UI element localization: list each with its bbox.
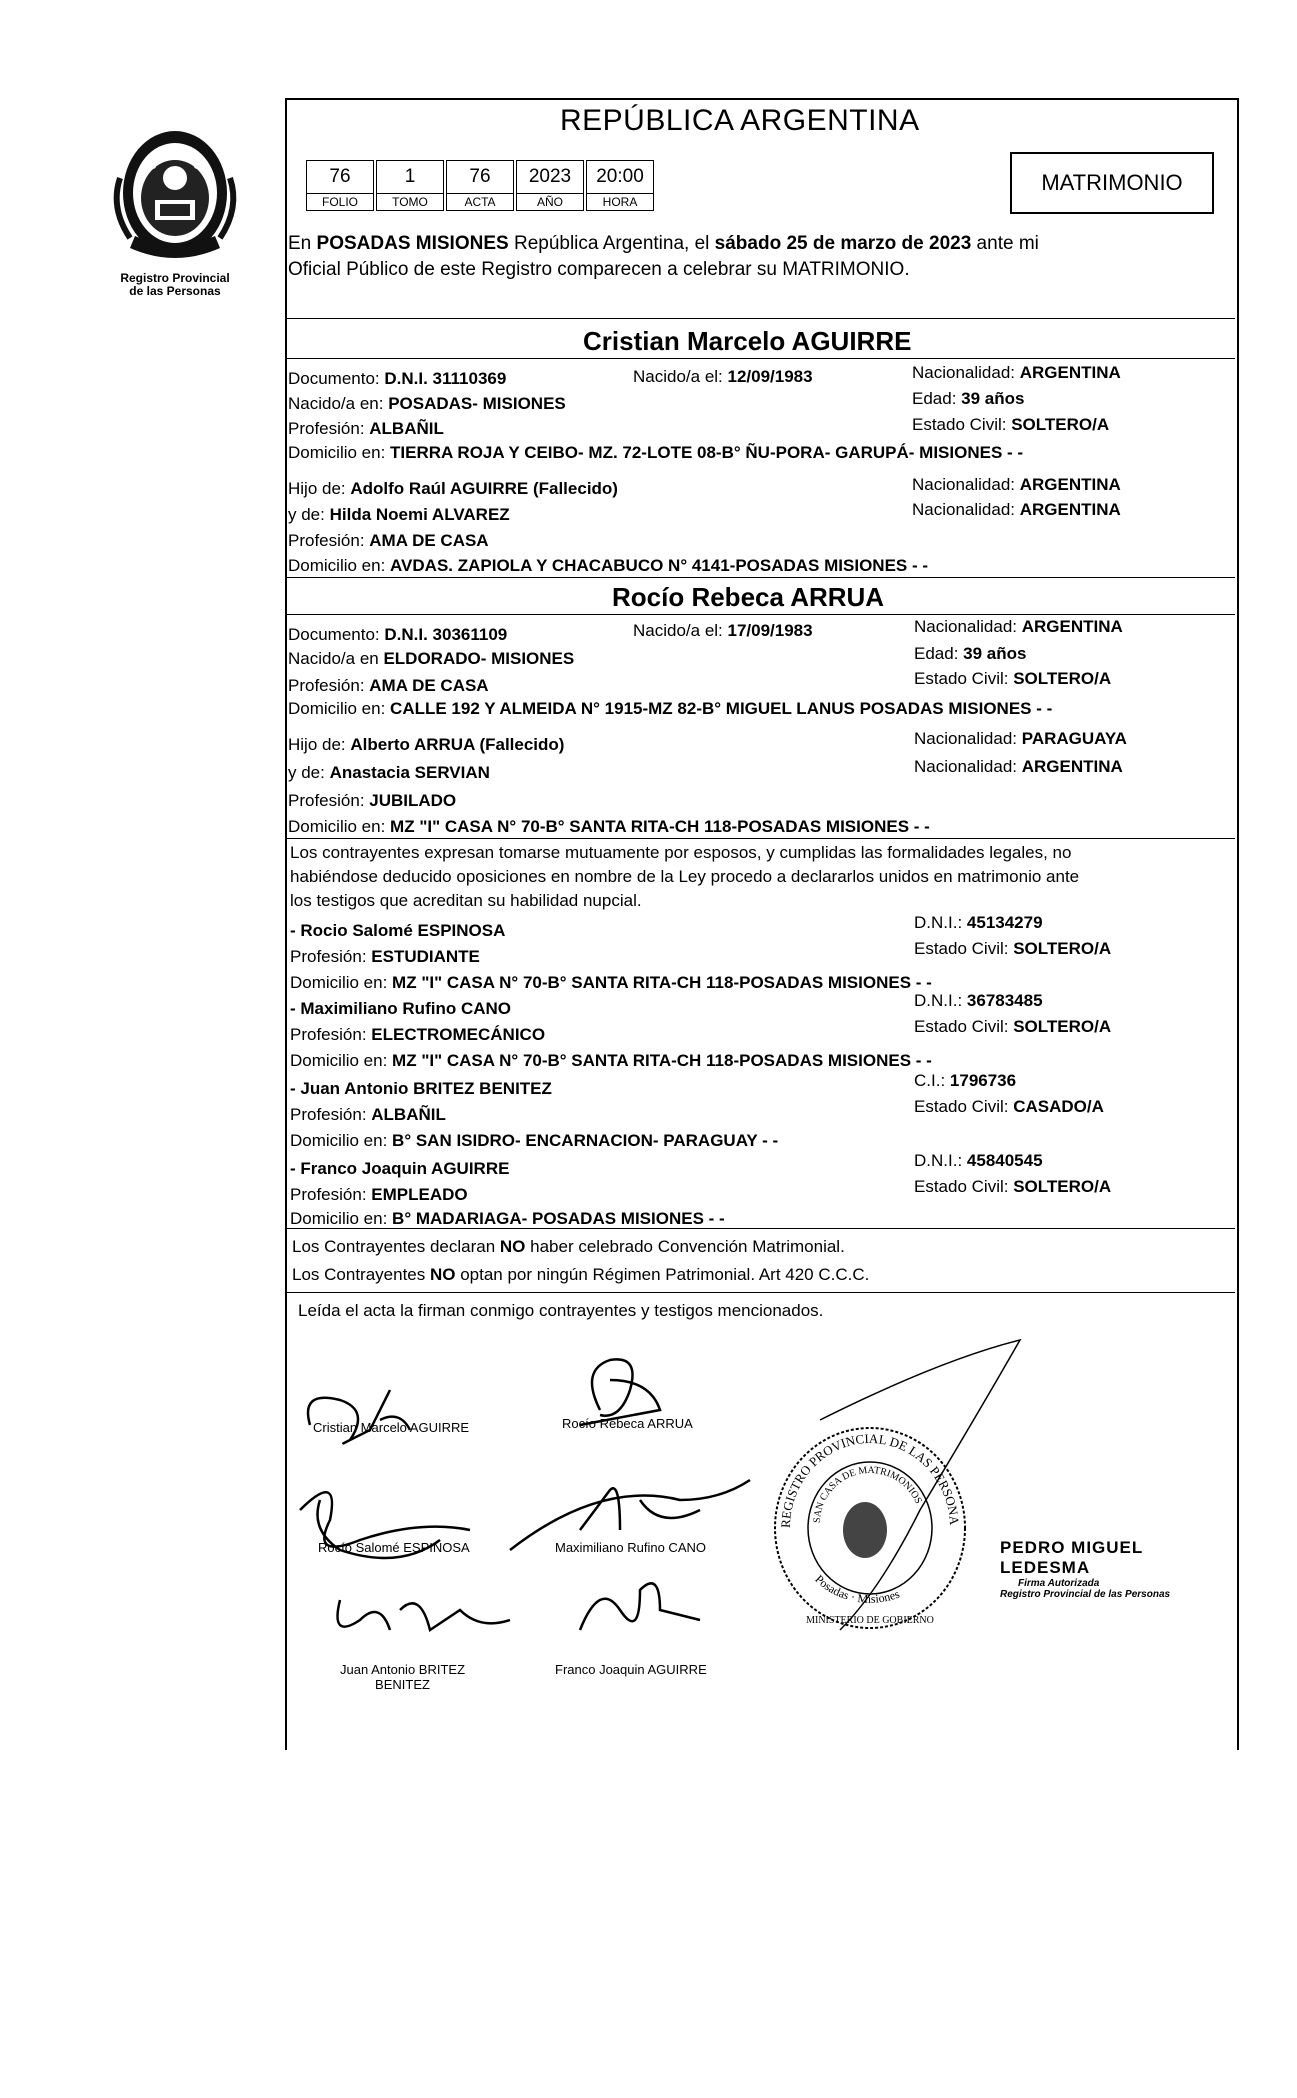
field-label: Nacido/a en — [288, 649, 384, 668]
signature-party1-scribble — [308, 1390, 410, 1443]
field-label: Estado Civil: — [914, 939, 1014, 958]
acta-label: ACTA — [447, 193, 513, 210]
field-label: Profesión: — [290, 1185, 372, 1204]
signature-caption-witness4: Franco Joaquin AGUIRRE — [555, 1662, 707, 1677]
intro-line2: Oficial Público de este Registro comparecen a celebrar su MATRIMONIO. — [288, 259, 910, 280]
field-label: Nacionalidad: — [912, 500, 1020, 519]
party1-mother-nationality — [912, 499, 1121, 521]
witness3-civil — [914, 1096, 1104, 1118]
field-value: EMPLEADO — [371, 1185, 468, 1204]
party1-father — [288, 478, 618, 500]
registry-logo — [100, 118, 250, 308]
hora-cell — [586, 160, 654, 211]
field-value: JUBILADO — [369, 791, 457, 810]
witness2-civil — [914, 1016, 1111, 1038]
party2-father — [288, 734, 564, 756]
field-value: 39 años — [961, 389, 1025, 408]
divider — [285, 1292, 1235, 1293]
tomo-label: TOMO — [377, 193, 443, 210]
field-label: Nacido/a el: — [633, 367, 728, 386]
logo-caption-line2: de las Personas — [129, 284, 221, 298]
party1-document — [288, 368, 506, 390]
field-label: Profesión: — [290, 947, 372, 966]
signature-caption-witness1: Rocío Salomé ESPINOSA — [318, 1540, 470, 1555]
country-title: REPÚBLICA ARGENTINA — [560, 104, 920, 137]
field-label: Profesión: — [288, 676, 370, 695]
field-value: AMA DE CASA — [369, 531, 489, 550]
witness4-id — [914, 1150, 1043, 1172]
stamp-bottom-text: Posadas · Misiones — [812, 1571, 902, 1607]
witness4-profession — [290, 1184, 468, 1206]
convention-text: haber celebrado Convención Matrimonial. — [525, 1237, 845, 1256]
field-value: 1796736 — [949, 1071, 1017, 1090]
field-value: ESTUDIANTE — [371, 947, 480, 966]
declaration-line1: Los contrayentes expresan tomarse mutuamente por esposos, y cumplidas las formalidades legales, no — [290, 843, 1072, 862]
stamp-ring-bottom-text: MINISTERIO DE GOBIERNO — [806, 1615, 934, 1626]
field-value: Anastacia SERVIAN — [329, 763, 490, 782]
party1-birthdate — [633, 366, 813, 388]
witness3-profession — [290, 1104, 446, 1126]
field-label: Domicilio en: — [290, 1051, 393, 1070]
field-label: Profesión: — [290, 1025, 372, 1044]
witness1-address — [290, 972, 932, 994]
field-value: SOLTERO/A — [1013, 939, 1112, 958]
witness4-name: - Franco Joaquin AGUIRRE — [290, 1159, 510, 1178]
official-office: Registro Provincial de las Personas — [1000, 1589, 1171, 1600]
field-label: Nacionalidad: — [914, 757, 1022, 776]
party2-profession — [288, 675, 489, 697]
party1-nationality — [912, 362, 1121, 384]
party1-parent-address — [288, 555, 928, 577]
divider — [285, 614, 1235, 615]
field-label: D.N.I.: — [914, 991, 967, 1010]
folio-cell — [306, 160, 374, 211]
field-value: CASADO/A — [1013, 1097, 1104, 1116]
anio-value: 2023 — [528, 166, 572, 187]
field-label: Profesión: — [288, 791, 370, 810]
field-value: AMA DE CASA — [369, 676, 489, 695]
field-value: Alberto ARRUA (Fallecido) — [350, 735, 565, 754]
field-value: ALBAÑIL — [369, 419, 444, 438]
convention-text: Los Contrayentes declaran — [292, 1237, 500, 1256]
field-value: SOLTERO/A — [1013, 669, 1112, 688]
field-label: Estado Civil: — [914, 669, 1014, 688]
party2-mother — [288, 762, 490, 784]
convention-text: Los Contrayentes — [292, 1265, 430, 1284]
field-value: ARGENTINA — [1019, 475, 1121, 494]
acta-value: 76 — [469, 166, 491, 187]
field-label: Hijo de: — [288, 479, 351, 498]
field-value: 12/09/1983 — [727, 367, 813, 386]
folio-label: FOLIO — [307, 193, 373, 210]
field-value: 17/09/1983 — [727, 621, 813, 640]
field-value: B° MADARIAGA- POSADAS MISIONES - - — [392, 1209, 725, 1228]
signature-caption-party2: Rocío Rebeca ARRUA — [562, 1416, 693, 1431]
party1-name: Cristian Marcelo AGUIRRE — [583, 326, 912, 356]
field-value: CALLE 192 Y ALMEIDA N° 1915-MZ 82-B° MIGUEL LANUS POSADAS MISIONES - - — [390, 699, 1053, 718]
field-value: ARGENTINA — [1021, 757, 1123, 776]
field-value: AVDAS. ZAPIOLA Y CHACABUCO N° 4141-POSADAS MISIONES - - — [390, 556, 929, 575]
field-value: SOLTERO/A — [1013, 1177, 1112, 1196]
field-label: Documento: — [288, 625, 385, 644]
party2-parent-profession — [288, 790, 456, 812]
intro-line1 — [288, 232, 1039, 256]
field-label: Domicilio en: — [290, 1209, 393, 1228]
stamp-inner-text: SAN CASA DE MATRIMONIOS — [811, 1464, 924, 1524]
field-value: MZ "I" CASA N° 70-B° SANTA RITA-CH 118-POSADAS MISIONES - - — [390, 817, 930, 836]
divider — [285, 838, 1235, 839]
party1-age — [912, 388, 1024, 410]
field-label: Edad: — [912, 389, 962, 408]
party1-father-nationality — [912, 474, 1121, 496]
divider — [285, 577, 1235, 578]
party2-civil — [914, 668, 1111, 690]
declaration-line2: habiéndose deducido oposiciones en nombre de la Ley procedo a declararlos unidos en matrimonio ante — [290, 867, 1080, 886]
field-label: Profesión: — [288, 531, 370, 550]
registry-cells — [306, 160, 656, 211]
field-value: 45840545 — [966, 1151, 1043, 1170]
intro-text: ante mi — [971, 233, 1039, 254]
witness3-id — [914, 1070, 1016, 1092]
field-label: y de: — [288, 763, 330, 782]
anio-label: AÑO — [517, 193, 583, 210]
party2-document — [288, 624, 507, 646]
field-label: Hijo de: — [288, 735, 351, 754]
field-label: Domicilio en: — [290, 973, 393, 992]
field-label: Domicilio en: — [290, 1131, 393, 1150]
party1-birthplace — [288, 393, 566, 415]
field-label: Domicilio en: — [288, 699, 391, 718]
signature-witness3-scribble — [338, 1600, 511, 1630]
intro-text: En — [288, 233, 317, 254]
signature-caption-witness2: Maximiliano Rufino CANO — [555, 1540, 706, 1555]
party1-address — [288, 442, 1023, 464]
field-label: y de: — [288, 505, 330, 524]
official-role: Firma Autorizada — [1018, 1578, 1100, 1589]
field-label: Nacido/a en: — [288, 394, 389, 413]
field-value: ARGENTINA — [1019, 363, 1121, 382]
party1-mother — [288, 504, 510, 526]
field-value: ARGENTINA — [1019, 500, 1121, 519]
signature-witness4-scribble — [580, 1583, 700, 1630]
convention-line1 — [292, 1236, 845, 1258]
field-label: Nacionalidad: — [914, 729, 1022, 748]
field-label: C.I.: — [914, 1071, 950, 1090]
field-value: SOLTERO/A — [1013, 1017, 1112, 1036]
party2-father-nationality — [914, 728, 1127, 750]
convention-no: NO — [499, 1237, 526, 1256]
party2-mother-nationality — [914, 756, 1123, 778]
field-label: Nacido/a el: — [633, 621, 728, 640]
registry-seal-icon — [100, 118, 250, 268]
field-value: ALBAÑIL — [371, 1105, 446, 1124]
field-value: 39 años — [963, 644, 1027, 663]
signature-caption-witness3 — [340, 1662, 465, 1692]
witness2-profession — [290, 1024, 545, 1046]
field-label: Estado Civil: — [914, 1177, 1014, 1196]
hora-label: HORA — [587, 193, 653, 210]
field-value: ARGENTINA — [1021, 617, 1123, 636]
intro-date: sábado 25 de marzo de 2023 — [714, 233, 972, 254]
party2-birthdate — [633, 620, 813, 642]
tomo-value: 1 — [404, 166, 416, 187]
witness1-id — [914, 912, 1043, 934]
witness3-name: - Juan Antonio BRITEZ BENITEZ — [290, 1079, 552, 1098]
field-label: Nacionalidad: — [914, 617, 1022, 636]
witness4-address — [290, 1208, 725, 1230]
field-value: D.N.I. 30361109 — [384, 625, 508, 644]
field-label: Domicilio en: — [288, 817, 391, 836]
reading-note: Leída el acta la firman conmigo contrayentes y testigos mencionados. — [298, 1301, 824, 1320]
folio-value: 76 — [329, 166, 351, 187]
field-value: ELDORADO- MISIONES — [383, 649, 575, 668]
field-value: 36783485 — [966, 991, 1043, 1010]
declaration-line3: los testigos que acreditan su habilidad nupcial. — [290, 891, 642, 910]
field-label: Documento: — [288, 369, 385, 388]
field-label: D.N.I.: — [914, 913, 967, 932]
official-signature-block — [1000, 1538, 1230, 1600]
party2-name: Rocío Rebeca ARRUA — [612, 582, 885, 612]
field-label: Nacionalidad: — [912, 475, 1020, 494]
witness4-civil — [914, 1176, 1111, 1198]
witness3-address — [290, 1130, 778, 1152]
tomo-cell — [376, 160, 444, 211]
field-label: Profesión: — [288, 419, 370, 438]
field-value: D.N.I. 31110369 — [384, 369, 507, 388]
witness1-civil — [914, 938, 1111, 960]
field-value: POSADAS- MISIONES — [388, 394, 566, 413]
witness1-profession — [290, 946, 480, 968]
field-label: Domicilio en: — [288, 556, 391, 575]
party1-profession — [288, 418, 444, 440]
field-label: Profesión: — [290, 1105, 372, 1124]
field-value: MZ "I" CASA N° 70-B° SANTA RITA-CH 118-POSADAS MISIONES - - — [392, 973, 932, 992]
field-value: B° SAN ISIDRO- ENCARNACION- PARAGUAY - - — [392, 1131, 779, 1150]
field-value: ELECTROMECÁNICO — [371, 1025, 546, 1044]
witness1-name: - Rocio Salomé ESPINOSA — [290, 921, 506, 940]
signature-caption-witness3-line1: Juan Antonio BRITEZ — [340, 1662, 466, 1677]
acta-cell — [446, 160, 514, 211]
field-value: PARAGUAYA — [1021, 729, 1127, 748]
divider — [285, 318, 1235, 319]
field-value: TIERRA ROJA Y CEIBO- MZ. 72-LOTE 08-B° ÑU-PORA- GARUPÁ- MISIONES - - — [390, 443, 1024, 462]
convention-line2 — [292, 1264, 869, 1286]
party2-birthplace — [288, 648, 574, 670]
signature-caption-witness3-line2: BENITEZ — [375, 1677, 430, 1692]
intro-place: POSADAS MISIONES — [316, 233, 509, 254]
party2-nationality — [914, 616, 1123, 638]
divider — [285, 1228, 1235, 1229]
field-label: D.N.I.: — [914, 1151, 967, 1170]
official-stamp — [765, 1418, 975, 1638]
hora-value: 20:00 — [596, 166, 644, 187]
party2-parent-address — [288, 816, 930, 838]
field-label: Edad: — [914, 644, 964, 663]
witness2-name: - Maximiliano Rufino CANO — [290, 999, 511, 1018]
divider — [285, 358, 1235, 359]
field-label: Nacionalidad: — [912, 363, 1020, 382]
field-label: Estado Civil: — [912, 415, 1012, 434]
witness2-id — [914, 990, 1043, 1012]
field-value: Hilda Noemi ALVAREZ — [329, 505, 510, 524]
certificate-type: MATRIMONIO — [1010, 152, 1214, 214]
intro-text: República Argentina, el — [508, 233, 715, 254]
field-value: 45134279 — [966, 913, 1043, 932]
stamp-portrait-icon — [843, 1502, 887, 1558]
official-name: PEDRO MIGUEL LEDESMA — [1000, 1538, 1143, 1577]
field-label: Domicilio en: — [288, 443, 391, 462]
field-value: Adolfo Raúl AGUIRRE (Fallecido) — [350, 479, 618, 498]
party1-civil — [912, 414, 1109, 436]
party2-address — [288, 698, 1052, 720]
convention-no: NO — [429, 1265, 456, 1284]
logo-caption — [100, 272, 250, 298]
field-label: Estado Civil: — [914, 1017, 1014, 1036]
anio-cell — [516, 160, 584, 211]
field-value: SOLTERO/A — [1011, 415, 1110, 434]
signature-caption-party1: Cristian Marcelo AGUIRRE — [313, 1420, 470, 1435]
field-value: MZ "I" CASA N° 70-B° SANTA RITA-CH 118-POSADAS MISIONES - - — [392, 1051, 932, 1070]
witness2-address — [290, 1050, 932, 1072]
stamp-ring-top-text: REGISTRO PROVINCIAL DE LAS PERSONA — [777, 1430, 963, 1529]
logo-caption-line1: Registro Provincial — [120, 271, 230, 285]
field-label: Estado Civil: — [914, 1097, 1014, 1116]
party2-age — [914, 643, 1026, 665]
convention-text: optan por ningún Régimen Patrimonial. Art 420 C.C.C. — [455, 1265, 870, 1284]
party1-parent-profession — [288, 530, 489, 552]
